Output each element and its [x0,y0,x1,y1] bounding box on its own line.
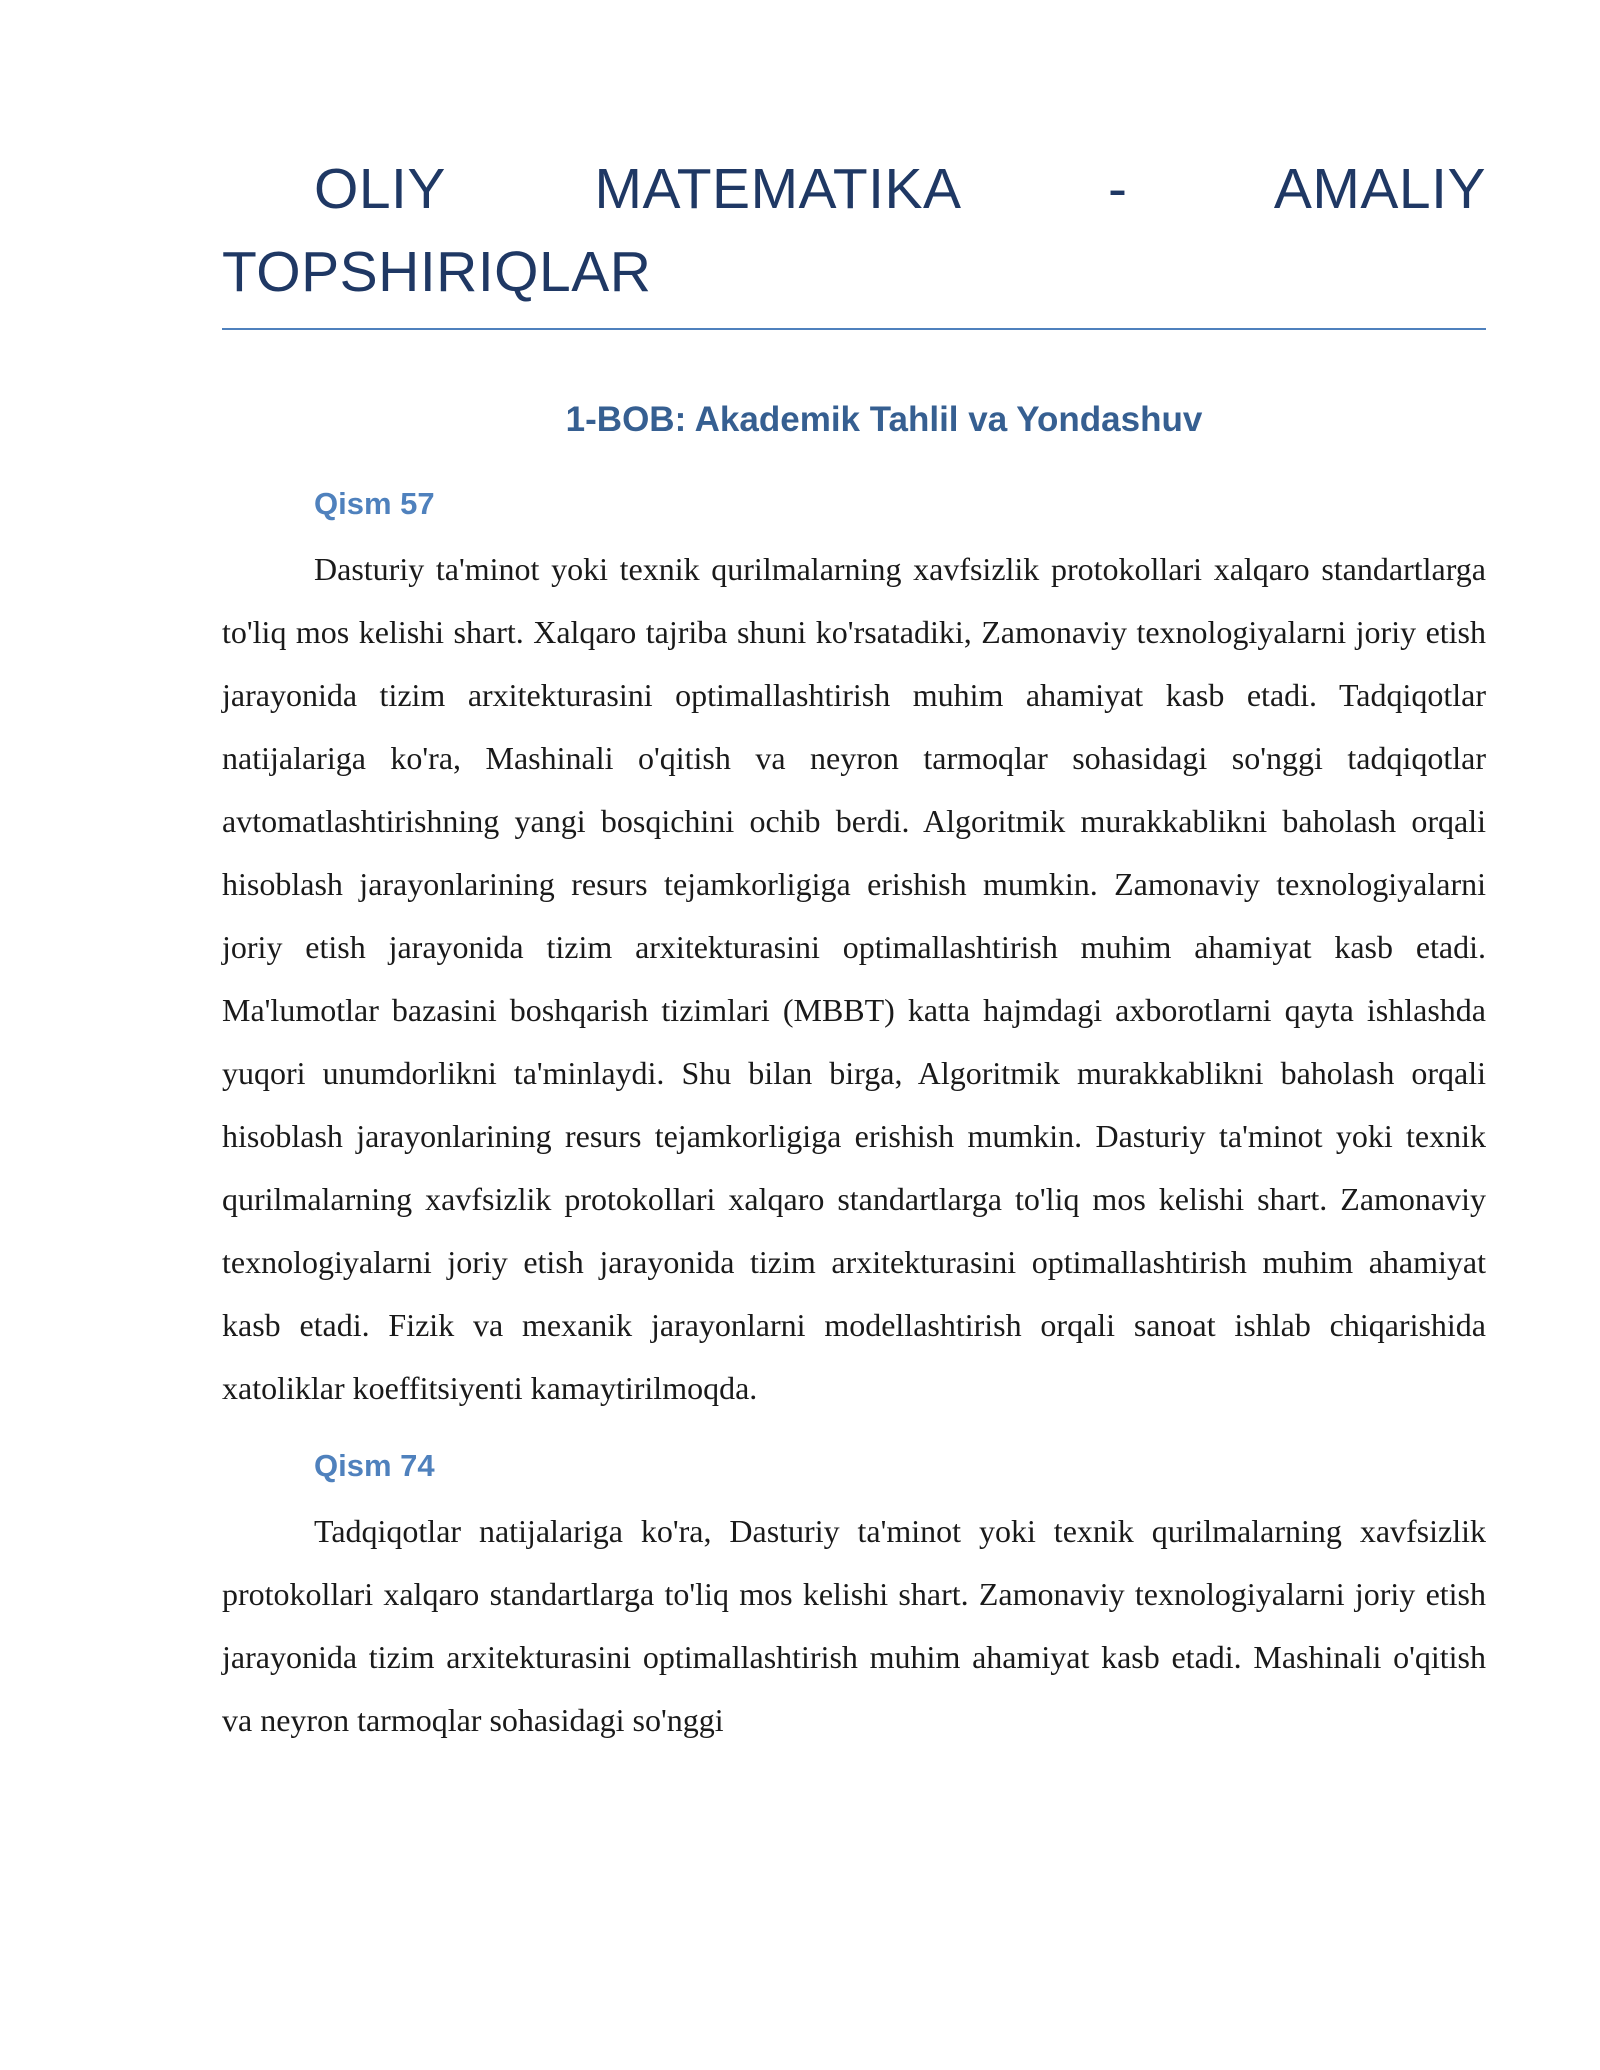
section-57 [222,482,1486,1420]
document-page [222,148,1486,1752]
section-heading: Qism 57 [314,486,435,521]
chapter-heading: 1-BOB: Akademik Tahlil va Yondashuv [565,400,1203,439]
section-heading: Qism 74 [314,1448,435,1483]
section-paragraph: Tadqiqotlar natijalariga ko'ra, Dasturiy ta'minot yoki texnik qurilmalarning xavfsizlik protokollari xalqaro standartlarga to'liq mos kelishi shart. Zamonaviy texnologiyalarni joriy etish jarayonida tizim arxitekturasini optimallashtirish muhim ahamiyat kasb etadi. Mashinali o'qitish va neyron tarmoqlar sohasidagi so'nggi [222,1513,1486,1738]
section-74 [222,1444,1486,1752]
section-paragraph: Dasturiy ta'minot yoki texnik qurilmalarning xavfsizlik protokollari xalqaro standartlarga to'liq mos kelishi shart. Xalqaro tajriba shuni ko'rsatadiki, Zamonaviy texnologiyalarni joriy etish jarayonida tizim arxitekturasini optimallashtirish muhim ahamiyat kasb etadi. Tadqiqotlar natijalariga ko'ra, Mashinali o'qitish va neyron tarmoqlar sohasidagi so'nggi tadqiqotlar avtomatlashtirishning yangi bosqichini ochib berdi. Algoritmik murakkablikni baholash orqali hisoblash jarayonlarining resurs tejamkorligiga erishish mumkin. Zamonaviy texnologiyalarni joriy etish jarayonida tizim arxitekturasini optimallashtirish muhim ahamiyat kasb etadi. Ma'lumotlar bazasini boshqarish tizimlari (MBBT) katta hajmdagi axborotlarni qayta ishlashda yuqori unumdorlikni ta'minlaydi. Shu bilan birga, Algoritmik murakkablikni baholash orqali hisoblash jarayonlarining resurs tejamkorligiga erishish mumkin. Dasturiy ta'minot yoki texnik qurilmalarning xavfsizlik protokollari xalqaro standartlarga to'liq mos kelishi shart. Zamonaviy texnologiyalarni joriy etish jarayonida tizim arxitekturasini optimallashtirish muhim ahamiyat kasb etadi. Fizik va mexanik jarayonlarni modellashtirish orqali sanoat ishlab chiqarishida xatoliklar koeffitsiyenti kamaytirilmoqda. [222,551,1486,1406]
document-title: OLIY MATEMATIKA - AMALIY TOPSHIRIQLAR [222,148,1486,330]
